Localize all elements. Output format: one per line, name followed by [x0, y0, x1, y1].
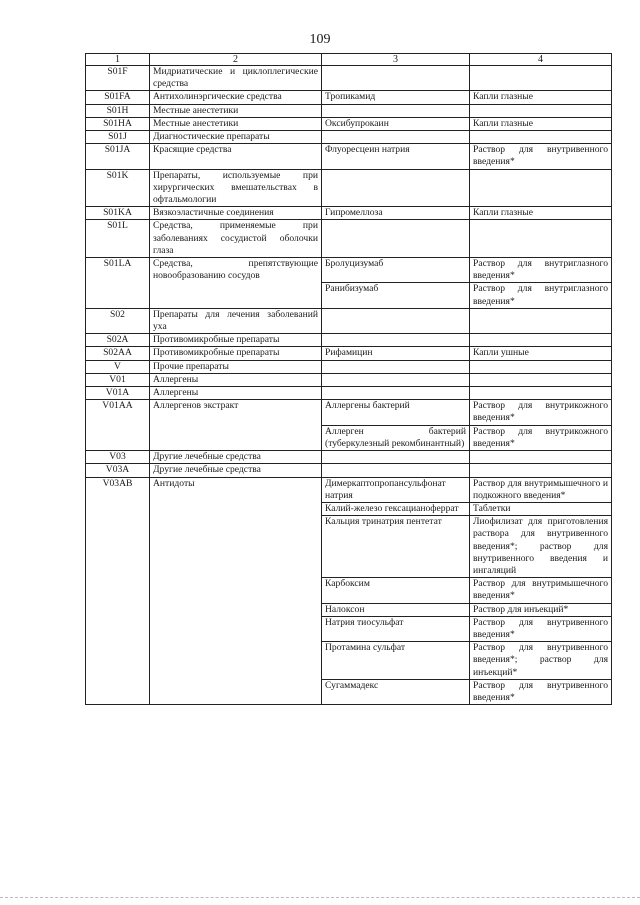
- drug-cell: Натрия тиосульфат: [322, 616, 470, 641]
- group-cell: [150, 283, 322, 308]
- table-row: [86, 387, 612, 400]
- form-cell: [470, 360, 612, 373]
- table-row: [86, 258, 612, 283]
- group-cell: [150, 616, 322, 641]
- table-row: [86, 451, 612, 464]
- group-cell: Другие лечебные средства: [150, 464, 322, 477]
- form-cell: [470, 464, 612, 477]
- drug-cell: Гипромеллоза: [322, 207, 470, 220]
- drug-cell: Оксибупрокаин: [322, 117, 470, 130]
- drug-cell: [322, 131, 470, 144]
- drug-cell: [322, 104, 470, 117]
- atc-code-cell: V01A: [86, 387, 150, 400]
- drug-cell: [322, 169, 470, 207]
- atc-code-cell: S01K: [86, 169, 150, 207]
- drug-table: [85, 53, 612, 705]
- drug-cell: Налоксон: [322, 603, 470, 616]
- column-header: 2: [150, 54, 322, 66]
- page-number: 109: [309, 32, 331, 47]
- table-row: [86, 516, 612, 578]
- group-cell: Противомикробные препараты: [150, 334, 322, 347]
- drug-cell: Кальция тринатрия пентетат: [322, 516, 470, 578]
- group-cell: Вязкоэластичные соединения: [150, 207, 322, 220]
- drug-cell: Карбоксим: [322, 578, 470, 603]
- column-header: 4: [470, 54, 612, 66]
- form-cell: Капли глазные: [470, 207, 612, 220]
- form-cell: Раствор для внутримышечного и подкожного введения*: [470, 477, 612, 502]
- drug-cell: Флуоресцеин натрия: [322, 144, 470, 169]
- group-cell: Антидоты: [150, 477, 322, 502]
- form-cell: Раствор для внутриглазного введения*: [470, 283, 612, 308]
- form-cell: Раствор для внутрикожного введения*: [470, 425, 612, 450]
- form-cell: Капли глазные: [470, 91, 612, 104]
- drug-cell: [322, 387, 470, 400]
- drug-cell: [322, 373, 470, 386]
- group-cell: Противомикробные препараты: [150, 347, 322, 360]
- form-cell: [470, 387, 612, 400]
- form-cell: Раствор для внутривенного введения*: [470, 616, 612, 641]
- table-row: [86, 373, 612, 386]
- table-row: [86, 104, 612, 117]
- table-row: [86, 131, 612, 144]
- table-header-row: [86, 54, 612, 66]
- table-row: [86, 283, 612, 308]
- table-row: [86, 502, 612, 515]
- drug-cell: Калий-железо гексацианоферрат: [322, 502, 470, 515]
- drug-cell: [322, 220, 470, 258]
- drug-cell: [322, 308, 470, 333]
- drug-cell: [322, 451, 470, 464]
- drug-cell: Бролуцизумаб: [322, 258, 470, 283]
- table-row: [86, 425, 612, 450]
- group-cell: [150, 425, 322, 450]
- group-cell: Средства, препятствующие новообразованию сосудов: [150, 258, 322, 283]
- table-row: [86, 91, 612, 104]
- table-row: [86, 642, 612, 680]
- atc-code-cell: V03A: [86, 464, 150, 477]
- drug-cell: Аллергены бактерий: [322, 400, 470, 425]
- group-cell: Красящие средства: [150, 144, 322, 169]
- atc-code-cell: S02AA: [86, 347, 150, 360]
- group-cell: Препараты для лечения заболеваний уха: [150, 308, 322, 333]
- table-row: [86, 220, 612, 258]
- atc-code-cell: S02: [86, 308, 150, 333]
- scan-edge: [0, 897, 640, 899]
- group-cell: [150, 642, 322, 680]
- table-row: [86, 347, 612, 360]
- drug-cell: [322, 464, 470, 477]
- table-row: [86, 679, 612, 704]
- atc-code-cell: V01: [86, 373, 150, 386]
- group-cell: Антихолинэргические средства: [150, 91, 322, 104]
- drug-cell: Димеркаптопропансульфонат натрия: [322, 477, 470, 502]
- atc-code-cell: [86, 616, 150, 641]
- drug-cell: Тропикамид: [322, 91, 470, 104]
- atc-code-cell: S01L: [86, 220, 150, 258]
- form-cell: [470, 66, 612, 91]
- atc-code-cell: V01AA: [86, 400, 150, 425]
- drug-cell: [322, 66, 470, 91]
- form-cell: Раствор для внутримышечного введения*: [470, 578, 612, 603]
- atc-code-cell: S01FA: [86, 91, 150, 104]
- drug-cell: Протамина сульфат: [322, 642, 470, 680]
- drug-cell: Рифамицин: [322, 347, 470, 360]
- drug-cell: Сугаммадекс: [322, 679, 470, 704]
- group-cell: Аллергенов экстракт: [150, 400, 322, 425]
- drug-cell: Аллерген бактерий (туберкулезный рекомбинантный): [322, 425, 470, 450]
- group-cell: [150, 679, 322, 704]
- form-cell: Раствор для внутриглазного введения*: [470, 258, 612, 283]
- table-row: [86, 308, 612, 333]
- atc-code-cell: S01HA: [86, 117, 150, 130]
- atc-code-cell: V: [86, 360, 150, 373]
- atc-code-cell: [86, 425, 150, 450]
- form-cell: Раствор для внутривенного введения*: [470, 144, 612, 169]
- form-cell: Раствор для внутривенного введения*: [470, 679, 612, 704]
- group-cell: Диагностические препараты: [150, 131, 322, 144]
- table-row: [86, 578, 612, 603]
- form-cell: [470, 308, 612, 333]
- atc-code-cell: [86, 502, 150, 515]
- atc-code-cell: [86, 603, 150, 616]
- atc-code-cell: [86, 283, 150, 308]
- table-row: [86, 603, 612, 616]
- form-cell: [470, 451, 612, 464]
- table-row: [86, 169, 612, 207]
- atc-code-cell: [86, 516, 150, 578]
- form-cell: Лиофилизат для приготовления раствора для внутривенного введения*; раствор для внутривенного введения и ингаляций: [470, 516, 612, 578]
- group-cell: [150, 578, 322, 603]
- atc-code-cell: [86, 642, 150, 680]
- atc-code-cell: [86, 578, 150, 603]
- group-cell: [150, 603, 322, 616]
- atc-code-cell: V03AB: [86, 477, 150, 502]
- drug-cell: Ранибизумаб: [322, 283, 470, 308]
- form-cell: [470, 169, 612, 207]
- drug-cell: [322, 334, 470, 347]
- atc-code-cell: S01F: [86, 66, 150, 91]
- group-cell: Аллергены: [150, 373, 322, 386]
- form-cell: [470, 334, 612, 347]
- form-cell: Капли ушные: [470, 347, 612, 360]
- table-row: [86, 360, 612, 373]
- table-body: [86, 66, 612, 705]
- group-cell: Аллергены: [150, 387, 322, 400]
- table-row: [86, 400, 612, 425]
- group-cell: Прочие препараты: [150, 360, 322, 373]
- form-cell: Капли глазные: [470, 117, 612, 130]
- form-cell: [470, 131, 612, 144]
- drug-cell: [322, 360, 470, 373]
- table-row: [86, 66, 612, 91]
- group-cell: Препараты, используемые при хирургических вмешательствах в офтальмологии: [150, 169, 322, 207]
- form-cell: [470, 104, 612, 117]
- atc-code-cell: S01H: [86, 104, 150, 117]
- atc-code-cell: V03: [86, 451, 150, 464]
- column-header: 3: [322, 54, 470, 66]
- group-cell: Другие лечебные средства: [150, 451, 322, 464]
- atc-code-cell: [86, 679, 150, 704]
- table-row: [86, 117, 612, 130]
- atc-code-cell: S01LA: [86, 258, 150, 283]
- group-cell: Местные анестетики: [150, 117, 322, 130]
- table-row: [86, 616, 612, 641]
- group-cell: Мидриатические и циклоплегические средства: [150, 66, 322, 91]
- group-cell: [150, 516, 322, 578]
- table-row: [86, 477, 612, 502]
- form-cell: Раствор для инъекций*: [470, 603, 612, 616]
- form-cell: [470, 220, 612, 258]
- group-cell: Местные анестетики: [150, 104, 322, 117]
- form-cell: Раствор для внутрикожного введения*: [470, 400, 612, 425]
- table-row: [86, 334, 612, 347]
- table-row: [86, 207, 612, 220]
- atc-code-cell: S01KA: [86, 207, 150, 220]
- form-cell: Таблетки: [470, 502, 612, 515]
- atc-code-cell: S02A: [86, 334, 150, 347]
- form-cell: [470, 373, 612, 386]
- atc-code-cell: S01J: [86, 131, 150, 144]
- table-row: [86, 464, 612, 477]
- atc-code-cell: S01JA: [86, 144, 150, 169]
- form-cell: Раствор для внутривенного введения*; раствор для инъекций*: [470, 642, 612, 680]
- group-cell: Средства, применяемые при заболеваниях сосудистой оболочки глаза: [150, 220, 322, 258]
- group-cell: [150, 502, 322, 515]
- table-row: [86, 144, 612, 169]
- column-header: 1: [86, 54, 150, 66]
